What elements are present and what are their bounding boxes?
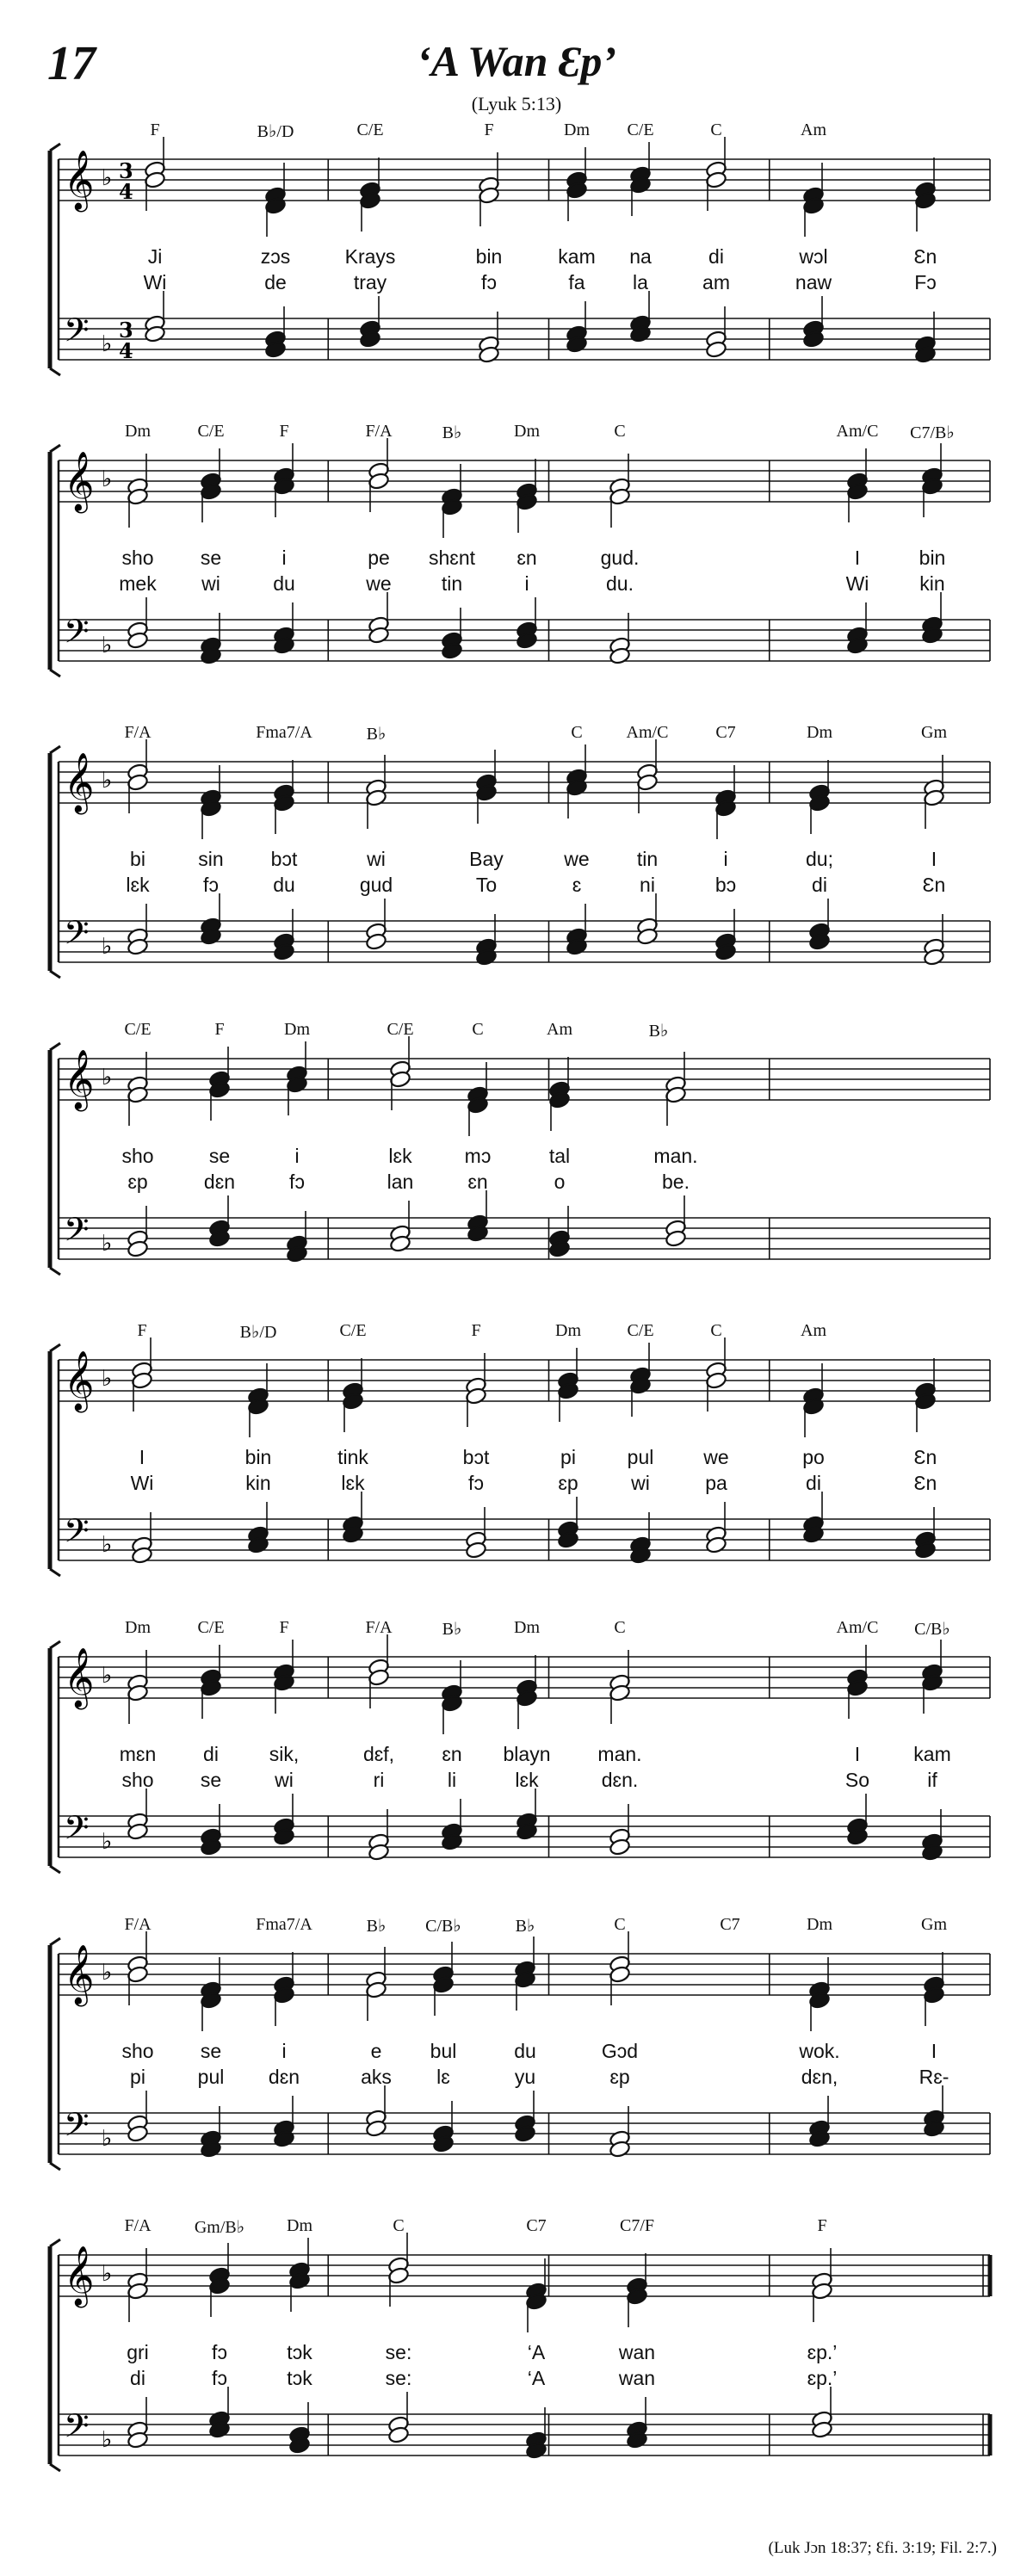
lyric-verse-2: de: [264, 271, 287, 293]
lyric-verse-1: di: [708, 245, 724, 268]
lyric-verse-1: mɛn: [119, 1743, 157, 1765]
treble-clef: 𝄞: [64, 451, 95, 511]
lyric-verse-1: lɛk: [388, 1145, 412, 1167]
lyric-verse-1: sik,: [269, 1743, 300, 1765]
music-system-4: [0, 1020, 1033, 1295]
lyric-verse-2: di: [812, 874, 827, 896]
chord-symbol: Fma7/A: [256, 1915, 312, 1934]
lyric-verse-2: fɔ: [468, 1472, 484, 1494]
music-system-6: [0, 1618, 1033, 1893]
lyric-verse-2: lɛk: [126, 874, 150, 896]
chord-symbol: Dm: [514, 422, 540, 441]
lyric-verse-2: So: [844, 1769, 870, 1791]
key-signature-flat: ♭: [102, 1231, 113, 1257]
lyric-verse-1: i: [281, 547, 287, 569]
lyric-verse-2: ɛp: [609, 2066, 630, 2088]
chord-symbol: C/E: [627, 120, 654, 139]
lyric-verse-1: zɔs: [260, 245, 291, 268]
bass-clef: 𝄢: [64, 1210, 90, 1257]
key-signature-flat: ♭: [102, 1960, 113, 1986]
lyric-verse-2: if: [927, 1769, 937, 1791]
bass-clef: 𝄢: [64, 612, 90, 658]
lyric-verse-1: di: [203, 1743, 219, 1765]
key-signature-flat: ♭: [102, 1366, 113, 1392]
lyric-verse-1: blayn: [503, 1743, 551, 1765]
lyric-verse-2: Fɔ: [914, 271, 937, 293]
lyric-verse-2: lɛ: [436, 2066, 450, 2088]
lyric-verse-2: ɛp: [127, 1171, 148, 1193]
lyric-verse-2: se: [200, 1769, 222, 1791]
chord-symbol: Gm/B♭: [194, 2218, 245, 2237]
lyric-verse-1: bin: [475, 245, 503, 268]
lyric-verse-1: I: [854, 1743, 861, 1765]
key-signature-flat: ♭: [102, 1065, 113, 1090]
lyric-verse-2: Ɛn: [922, 874, 946, 896]
lyric-verse-2: dɛn.: [601, 1769, 639, 1791]
lyric-verse-2: di: [130, 2367, 145, 2389]
footer-references: (Luk Jɔn 18:37; Ɛfi. 3:19; Fil. 2:7.): [768, 2539, 997, 2557]
lyric-verse-1: gud.: [600, 547, 640, 569]
treble-clef: 𝄞: [64, 1647, 95, 1708]
lyric-verse-2: Wi: [130, 1472, 154, 1494]
hymn-title: ‘A Wan Ɛp’: [417, 37, 616, 85]
lyric-verse-1: bɔt: [462, 1446, 490, 1468]
chord-symbol: F: [817, 2216, 827, 2235]
bass-clef: 𝄢: [64, 1808, 90, 1855]
lyric-verse-1: na: [629, 245, 652, 268]
lyric-verse-2: dɛn,: [801, 2066, 838, 2088]
music-system-8: [0, 2216, 1033, 2492]
lyric-verse-2: ni: [640, 874, 655, 896]
chord-symbol: C: [393, 2216, 405, 2235]
lyric-verse-1: pe: [368, 547, 390, 569]
bracket-bottom-hook: [50, 1866, 60, 1873]
chord-symbol: C/E: [339, 1321, 367, 1340]
treble-clef: 𝄞: [64, 1944, 95, 2005]
lyric-verse-2: bɔ: [714, 874, 737, 896]
chord-symbol: C/E: [627, 1321, 654, 1340]
lyric-verse-1: tal: [548, 1145, 571, 1167]
chord-symbol: C: [710, 1321, 722, 1340]
lyric-verse-2: naw: [795, 271, 832, 293]
music-system-3: [0, 723, 1033, 998]
lyric-verse-1: ɛn: [516, 547, 537, 569]
lyric-verse-1: se: [200, 2040, 222, 2062]
treble-clef: 𝄞: [64, 752, 95, 812]
time-signature-bottom: 4: [119, 338, 133, 363]
bass-clef: 𝄢: [64, 2105, 90, 2152]
chord-symbol: Dm: [125, 1618, 151, 1637]
lyric-verse-2: ɛp: [558, 1472, 578, 1494]
lyric-verse-1: pi: [560, 1446, 576, 1468]
chord-symbol: C: [614, 422, 626, 441]
lyric-verse-1: se: [208, 1145, 231, 1167]
time-signature-bottom: 4: [119, 179, 133, 204]
chord-symbol: Fma7/A: [256, 723, 312, 742]
treble-clef: 𝄞: [64, 2246, 95, 2306]
chord-symbol: Dm: [514, 1618, 540, 1637]
lyric-verse-1: se:: [385, 2341, 412, 2363]
lyric-verse-2: To: [475, 874, 498, 896]
chord-symbol: F: [214, 1020, 225, 1039]
lyric-verse-1: tink: [337, 1446, 368, 1468]
chord-symbol: Am: [801, 1321, 826, 1340]
treble-clef: 𝄞: [64, 150, 95, 210]
chord-symbol: Dm: [287, 2216, 312, 2235]
chord-symbol: C: [710, 120, 722, 139]
chord-symbol: Am/C: [836, 422, 879, 441]
key-signature-flat: ♭: [102, 331, 113, 357]
chord-symbol: C/B♭: [425, 1917, 461, 1936]
key-signature-flat: ♭: [102, 1829, 113, 1855]
lyric-verse-2: tin: [441, 572, 463, 595]
chord-symbol: Gm: [921, 1915, 947, 1934]
lyric-verse-1: Ɛn: [913, 245, 937, 268]
lyric-verse-1: we: [703, 1446, 729, 1468]
chord-symbol: Dm: [125, 422, 151, 441]
staff-system-graphic: [0, 1020, 1033, 1295]
bracket-bottom-hook: [50, 1268, 60, 1275]
lyric-verse-1: shɛnt: [428, 547, 476, 569]
music-system-7: [0, 1915, 1033, 2190]
chord-symbol: C7: [526, 2216, 547, 2235]
lyric-verse-2: wi: [631, 1472, 650, 1494]
lyric-verse-2: du.: [606, 572, 634, 595]
key-signature-flat: ♭: [102, 2261, 113, 2287]
bracket-bottom-hook: [50, 971, 60, 978]
chord-symbol: F/A: [365, 1618, 393, 1637]
lyric-verse-2: lɛk: [515, 1769, 539, 1791]
chord-symbol: C7/F: [619, 2216, 655, 2235]
lyric-verse-1: Gɔd: [601, 2040, 639, 2062]
lyric-verse-2: am: [702, 271, 730, 293]
lyric-verse-1: e: [370, 2040, 382, 2062]
lyric-verse-2: kin: [919, 572, 945, 595]
lyric-verse-2: Ɛn: [913, 1472, 937, 1494]
chord-symbol: F/A: [124, 723, 152, 742]
lyric-verse-2: fɔ: [212, 2367, 227, 2389]
bracket-bottom-hook: [50, 1569, 60, 1576]
staff-system-graphic: [0, 1321, 1033, 1597]
bracket-top-hook: [50, 1344, 60, 1351]
lyric-verse-2: tray: [353, 271, 387, 293]
lyric-verse-2: fɔ: [289, 1171, 305, 1193]
bracket-top-hook: [50, 144, 60, 151]
key-signature-flat: ♭: [102, 1663, 113, 1689]
lyric-verse-1: bin: [919, 547, 946, 569]
lyric-verse-2: o: [554, 1171, 566, 1193]
chord-symbol: B♭/D: [239, 1323, 277, 1342]
lyric-verse-1: Bay: [469, 848, 504, 870]
bracket-top-hook: [50, 746, 60, 753]
lyric-verse-2: wi: [275, 1769, 294, 1791]
lyric-verse-1: we: [564, 848, 590, 870]
chord-symbol: Am: [801, 120, 826, 139]
key-signature-flat: ♭: [102, 2126, 113, 2152]
lyric-verse-1: fɔ: [212, 2341, 227, 2363]
lyric-verse-2: Wi: [845, 572, 869, 595]
lyric-verse-2: we: [366, 572, 392, 595]
lyric-verse-2: li: [447, 1769, 457, 1791]
chord-symbol: Am/C: [626, 723, 669, 742]
lyric-verse-1: wi: [367, 848, 386, 870]
chord-symbol: B♭: [442, 1620, 462, 1639]
lyric-verse-2: dɛn: [203, 1171, 236, 1193]
lyric-verse-1: pul: [627, 1446, 654, 1468]
lyric-verse-2: sho: [121, 1769, 154, 1791]
lyric-verse-1: I: [854, 547, 861, 569]
lyric-verse-1: kam: [558, 245, 596, 268]
bracket-top-hook: [50, 1641, 60, 1648]
chord-symbol: Dm: [555, 1321, 581, 1340]
chord-symbol: C: [571, 723, 583, 742]
chord-symbol: C/B♭: [914, 1620, 950, 1639]
chord-symbol: C/E: [197, 422, 225, 441]
lyric-verse-1: tin: [636, 848, 659, 870]
lyric-verse-2: ɛp.’: [807, 2367, 838, 2389]
key-signature-flat: ♭: [102, 2427, 113, 2453]
lyric-verse-1: dɛf,: [362, 1743, 395, 1765]
lyric-verse-1: man.: [653, 1145, 698, 1167]
key-signature-flat: ♭: [102, 633, 113, 658]
chord-symbol: F/A: [365, 422, 393, 441]
lyric-verse-2: ɛn: [467, 1171, 488, 1193]
chord-symbol: C: [614, 1915, 626, 1934]
key-signature-flat: ♭: [102, 934, 113, 960]
lyric-verse-1: Ji: [147, 245, 163, 268]
chord-symbol: Gm: [921, 723, 947, 742]
chord-symbol: F: [279, 422, 289, 441]
scripture-reference: (Lyuk 5:13): [471, 93, 562, 114]
time-signature-top: 3: [119, 158, 133, 183]
chord-symbol: C/E: [356, 120, 384, 139]
lyric-verse-2: lɛk: [341, 1472, 365, 1494]
chord-symbol: Am: [547, 1020, 572, 1039]
lyric-verse-2: ɛ: [572, 874, 582, 896]
treble-clef: 𝄞: [64, 1049, 95, 1109]
bracket-bottom-hook: [50, 2464, 60, 2471]
bracket-bottom-hook: [50, 670, 60, 676]
chord-symbol: C: [614, 1618, 626, 1637]
lyric-verse-2: la: [633, 271, 648, 293]
chord-symbol: F: [471, 1321, 481, 1340]
treble-clef: 𝄞: [64, 1350, 95, 1411]
lyric-verse-2: gud: [359, 874, 393, 896]
lyric-verse-1: I: [931, 848, 937, 870]
lyric-verse-1: bi: [130, 848, 145, 870]
time-signature-top: 3: [119, 318, 133, 343]
lyric-verse-2: yu: [514, 2066, 536, 2088]
lyric-verse-2: ‘A: [527, 2367, 546, 2389]
lyric-verse-2: fɔ: [481, 271, 497, 293]
bass-clef: 𝄢: [64, 2406, 90, 2453]
lyric-verse-1: i: [294, 1145, 300, 1167]
lyric-verse-2: aks: [361, 2066, 392, 2088]
chord-symbol: Dm: [807, 723, 832, 742]
lyric-verse-1: mɔ: [464, 1145, 492, 1167]
chord-symbol: F/A: [124, 1915, 152, 1934]
lyric-verse-1: I: [931, 2040, 937, 2062]
chord-symbol: F/A: [124, 2216, 152, 2235]
bass-clef: 𝄢: [64, 913, 90, 960]
bracket-top-hook: [50, 2239, 60, 2246]
key-signature-flat: ♭: [102, 1532, 113, 1558]
bass-clef: 𝄢: [64, 1511, 90, 1558]
lyric-verse-1: du;: [806, 848, 833, 870]
lyric-verse-1: Ɛn: [913, 1446, 937, 1468]
lyric-verse-2: mek: [119, 572, 157, 595]
chord-symbol: B♭: [366, 1917, 387, 1936]
lyric-verse-2: fa: [568, 271, 585, 293]
lyric-verse-2: pul: [197, 2066, 225, 2088]
chord-symbol: C: [472, 1020, 484, 1039]
lyric-verse-1: bɔt: [270, 848, 298, 870]
lyric-verse-1: ‘A: [527, 2341, 546, 2363]
lyric-verse-2: di: [806, 1472, 821, 1494]
lyric-verse-2: pa: [705, 1472, 727, 1494]
hymn-number: 17: [47, 37, 96, 90]
lyric-verse-1: wɔl: [799, 245, 828, 268]
chord-symbol: Am/C: [836, 1618, 879, 1637]
staff-system-graphic: [0, 2216, 1033, 2492]
bracket-top-hook: [50, 1938, 60, 1945]
lyric-verse-2: ri: [373, 1769, 385, 1791]
lyric-verse-2: kin: [245, 1472, 271, 1494]
chord-symbol: F: [484, 120, 494, 139]
lyric-verse-1: sho: [121, 547, 154, 569]
lyric-verse-2: du: [273, 572, 295, 595]
lyric-verse-2: du: [273, 874, 295, 896]
chord-symbol: B♭: [366, 725, 387, 744]
lyric-verse-2: dɛn: [268, 2066, 300, 2088]
chord-symbol: F: [150, 120, 160, 139]
music-system-5: [0, 1321, 1033, 1597]
bracket-top-hook: [50, 445, 60, 452]
chord-symbol: F: [279, 1618, 289, 1637]
lyric-verse-1: sho: [121, 2040, 154, 2062]
lyric-verse-2: Rɛ-: [919, 2066, 949, 2088]
lyric-verse-1: i: [281, 2040, 287, 2062]
chord-symbol: C7: [720, 1915, 740, 1934]
lyric-verse-1: du: [514, 2040, 536, 2062]
lyric-verse-1: po: [802, 1446, 825, 1468]
lyric-verse-1: ɛp.’: [807, 2341, 838, 2363]
chord-symbol: C7: [715, 723, 736, 742]
lyric-verse-2: tɔk: [287, 2367, 312, 2389]
lyric-verse-1: bul: [430, 2040, 457, 2062]
lyric-verse-1: se: [200, 547, 222, 569]
key-signature-flat: ♭: [102, 768, 113, 794]
lyric-verse-1: gri: [127, 2341, 149, 2363]
lyric-verse-2: wi: [201, 572, 220, 595]
chord-symbol: B♭: [442, 423, 462, 442]
chord-symbol: Dm: [284, 1020, 310, 1039]
lyric-verse-1: ɛn: [442, 1743, 462, 1765]
chord-symbol: Dm: [807, 1915, 832, 1934]
lyric-verse-2: wan: [618, 2367, 656, 2389]
music-system-1: [0, 120, 1033, 396]
chord-symbol: B♭: [515, 1917, 535, 1936]
chord-symbol: F: [137, 1321, 147, 1340]
lyric-verse-1: I: [139, 1446, 145, 1468]
lyric-verse-2: i: [524, 572, 529, 595]
chord-symbol: C/E: [387, 1020, 414, 1039]
music-system-2: [0, 422, 1033, 697]
lyric-verse-2: fɔ: [203, 874, 219, 896]
lyric-verse-2: se:: [385, 2367, 412, 2389]
chord-symbol: B♭: [648, 1022, 669, 1041]
lyric-verse-2: pi: [130, 2066, 145, 2088]
lyric-verse-2: Wi: [143, 271, 167, 293]
lyric-verse-1: kam: [913, 1743, 951, 1765]
bracket-top-hook: [50, 1043, 60, 1050]
key-signature-flat: ♭: [102, 165, 113, 191]
chord-symbol: C7/B♭: [910, 423, 955, 442]
lyric-verse-1: wok.: [799, 2040, 840, 2062]
chord-symbol: Dm: [564, 120, 590, 139]
chord-symbol: B♭/D: [257, 122, 294, 141]
bass-clef: 𝄢: [64, 311, 90, 357]
lyric-verse-2: lan: [387, 1171, 414, 1193]
lyric-verse-1: i: [723, 848, 728, 870]
lyric-verse-1: sho: [121, 1145, 154, 1167]
chord-symbol: C/E: [124, 1020, 152, 1039]
staff-system-graphic: [0, 723, 1033, 998]
lyric-verse-1: tɔk: [287, 2341, 312, 2363]
lyric-verse-1: wan: [618, 2341, 656, 2363]
lyric-verse-1: bin: [244, 1446, 272, 1468]
lyric-verse-2: be.: [662, 1171, 690, 1193]
lyric-verse-1: Krays: [344, 245, 396, 268]
lyric-verse-1: sin: [198, 848, 224, 870]
chord-symbol: C/E: [197, 1618, 225, 1637]
key-signature-flat: ♭: [102, 466, 113, 492]
lyric-verse-1: man.: [597, 1743, 642, 1765]
bracket-bottom-hook: [50, 368, 60, 375]
bracket-bottom-hook: [50, 2163, 60, 2170]
